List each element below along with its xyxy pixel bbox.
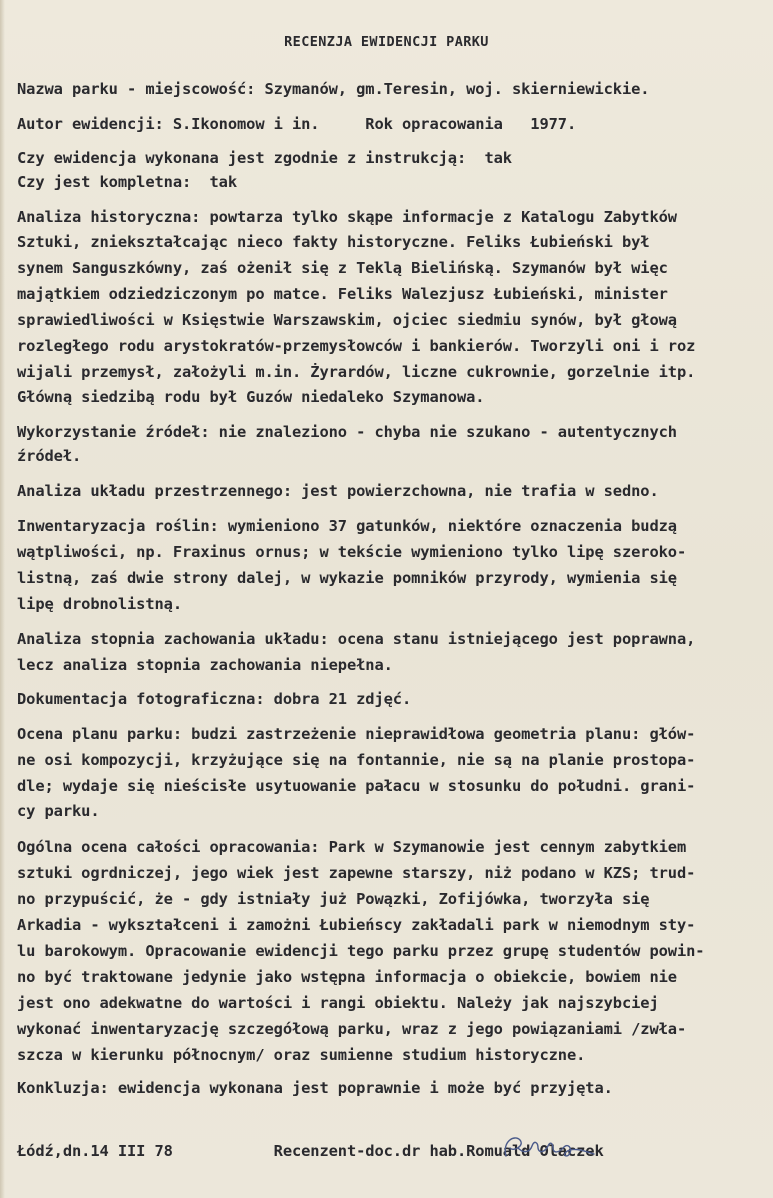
- line-photos: Dokumentacja fotograficzna: dobra 21 zdjęć.: [17, 690, 412, 708]
- line-historical-4: majątkiem odziedziczonym po matce. Feliks Walezjusz Łubieński, minister: [17, 285, 668, 303]
- line-historical-1: Analiza historyczna: powtarza tylko skąpe informacje z Katalogu Zabytków: [17, 208, 677, 226]
- line-spatial: Analiza układu przestrzennego: jest powierzchowna, nie trafia w sedno.: [17, 482, 659, 500]
- line-plan-2: ne osi kompozycji, krzyżujące się na fontannie, nie są na planie prostopa-: [17, 751, 696, 769]
- line-sources-1: Wykorzystanie źródeł: nie znaleziono - chyba nie szukano - autentycznych: [17, 423, 677, 441]
- line-overall-7: jest ono adekwatne do wartości i rangi obiektu. Należy jak najszybciej: [17, 994, 659, 1012]
- line-preservation-1: Analiza stopnia zachowania układu: ocena stanu istniejącego jest poprawna,: [17, 630, 696, 648]
- line-historical-3: synem Sanguszkówny, zaś ożenił się z Teklą Bielińską. Szymanów był więc: [17, 259, 668, 277]
- line-overall-2: sztuki ogrdniczej, jego wiek jest zapewne starszy, niż podano w KZS; trud-: [17, 864, 696, 882]
- line-complete: Czy jest kompletna: tak: [17, 173, 237, 191]
- document-title: RECENZJA EWIDENCJI PARKU: [284, 34, 489, 50]
- line-overall-3: no przypuścić, że - gdy istniały już Powązki, Zofijówka, tworzyła się: [17, 890, 650, 908]
- line-plan-1: Ocena planu parku: budzi zastrzeżenie nieprawidłowa geometria planu: głów-: [17, 725, 696, 743]
- line-author: Autor ewidencji: S.Ikonomow i in. Rok opracowania 1977.: [17, 115, 577, 133]
- line-historical-2: Sztuki, zniekształcając nieco fakty historyczne. Feliks Łubieński był: [17, 233, 650, 251]
- line-overall-9: szcza w kierunku północnym/ oraz sumienne studium historyczne.: [17, 1046, 586, 1064]
- line-plan-3: dle; wydaje się nieścisłe usytuowanie pałacu w stosunku do południ. grani-: [17, 777, 696, 795]
- line-overall-8: wykonać inwentaryzację szczegółową parku, wraz z jego powiązaniami /zwła-: [17, 1020, 687, 1038]
- page-edge-shadow: [0, 0, 5, 1198]
- line-sources-2: źródeł.: [17, 447, 82, 465]
- line-plants-2: wątpliwości, np. Fraxinus ornus; w tekście wymieniono tylko lipę szeroko-: [17, 543, 687, 561]
- line-plan-4: cy parku.: [17, 802, 100, 820]
- line-conclusion: Konkluzja: ewidencja wykonana jest poprawnie i może być przyjęta.: [17, 1079, 613, 1097]
- line-historical-6: rozległego rodu arystokratów-przemysłowców i bankierów. Tworzyli oni i roz: [17, 337, 696, 355]
- handwritten-signature: [498, 1130, 608, 1164]
- line-plants-3: listną, zaś dwie strony dalej, w wykazie pomników przyrody, wymienia się: [17, 569, 677, 587]
- line-overall-6: no być traktowane jedynie jako wstępna informacja o obiekcie, bowiem nie: [17, 968, 677, 986]
- line-overall-1: Ogólna ocena całości opracowania: Park w Szymanowie jest cennym zabytkiem: [17, 838, 687, 856]
- line-historical-8: Główną siedzibą rodu był Guzów niedaleko Szymanowa.: [17, 388, 485, 406]
- line-overall-5: lu barokowym. Opracowanie ewidencji tego parku przez grupę studentów powin-: [17, 942, 705, 960]
- line-plants-4: lipę drobnolistną.: [17, 595, 182, 613]
- line-historical-7: wijali przemysł, założyli m.in. Żyrardów, liczne cukrownie, gorzelnie itp.: [17, 363, 696, 381]
- line-historical-5: sprawiedliwości w Księstwie Warszawskim, ojciec siedmiu synów, był głową: [17, 311, 677, 329]
- line-instruction: Czy ewidencja wykonana jest zgodnie z instrukcją: tak: [17, 149, 512, 167]
- line-place-date-reviewer: Łódź,dn.14 III 78 Recenzent-doc.dr hab.Romuald Olaczek: [17, 1142, 604, 1160]
- line-overall-4: Arkadia - wykształceni i zamożni Łubieńscy zakładali park w niemodnym sty-: [17, 916, 696, 934]
- line-preservation-2: lecz analiza stopnia zachowania niepełna.: [17, 656, 393, 674]
- line-plants-1: Inwentaryzacja roślin: wymieniono 37 gatunków, niektóre oznaczenia budzą: [17, 517, 677, 535]
- line-park-name: Nazwa parku - miejscowość: Szymanów, gm.Teresin, woj. skierniewickie.: [17, 80, 650, 98]
